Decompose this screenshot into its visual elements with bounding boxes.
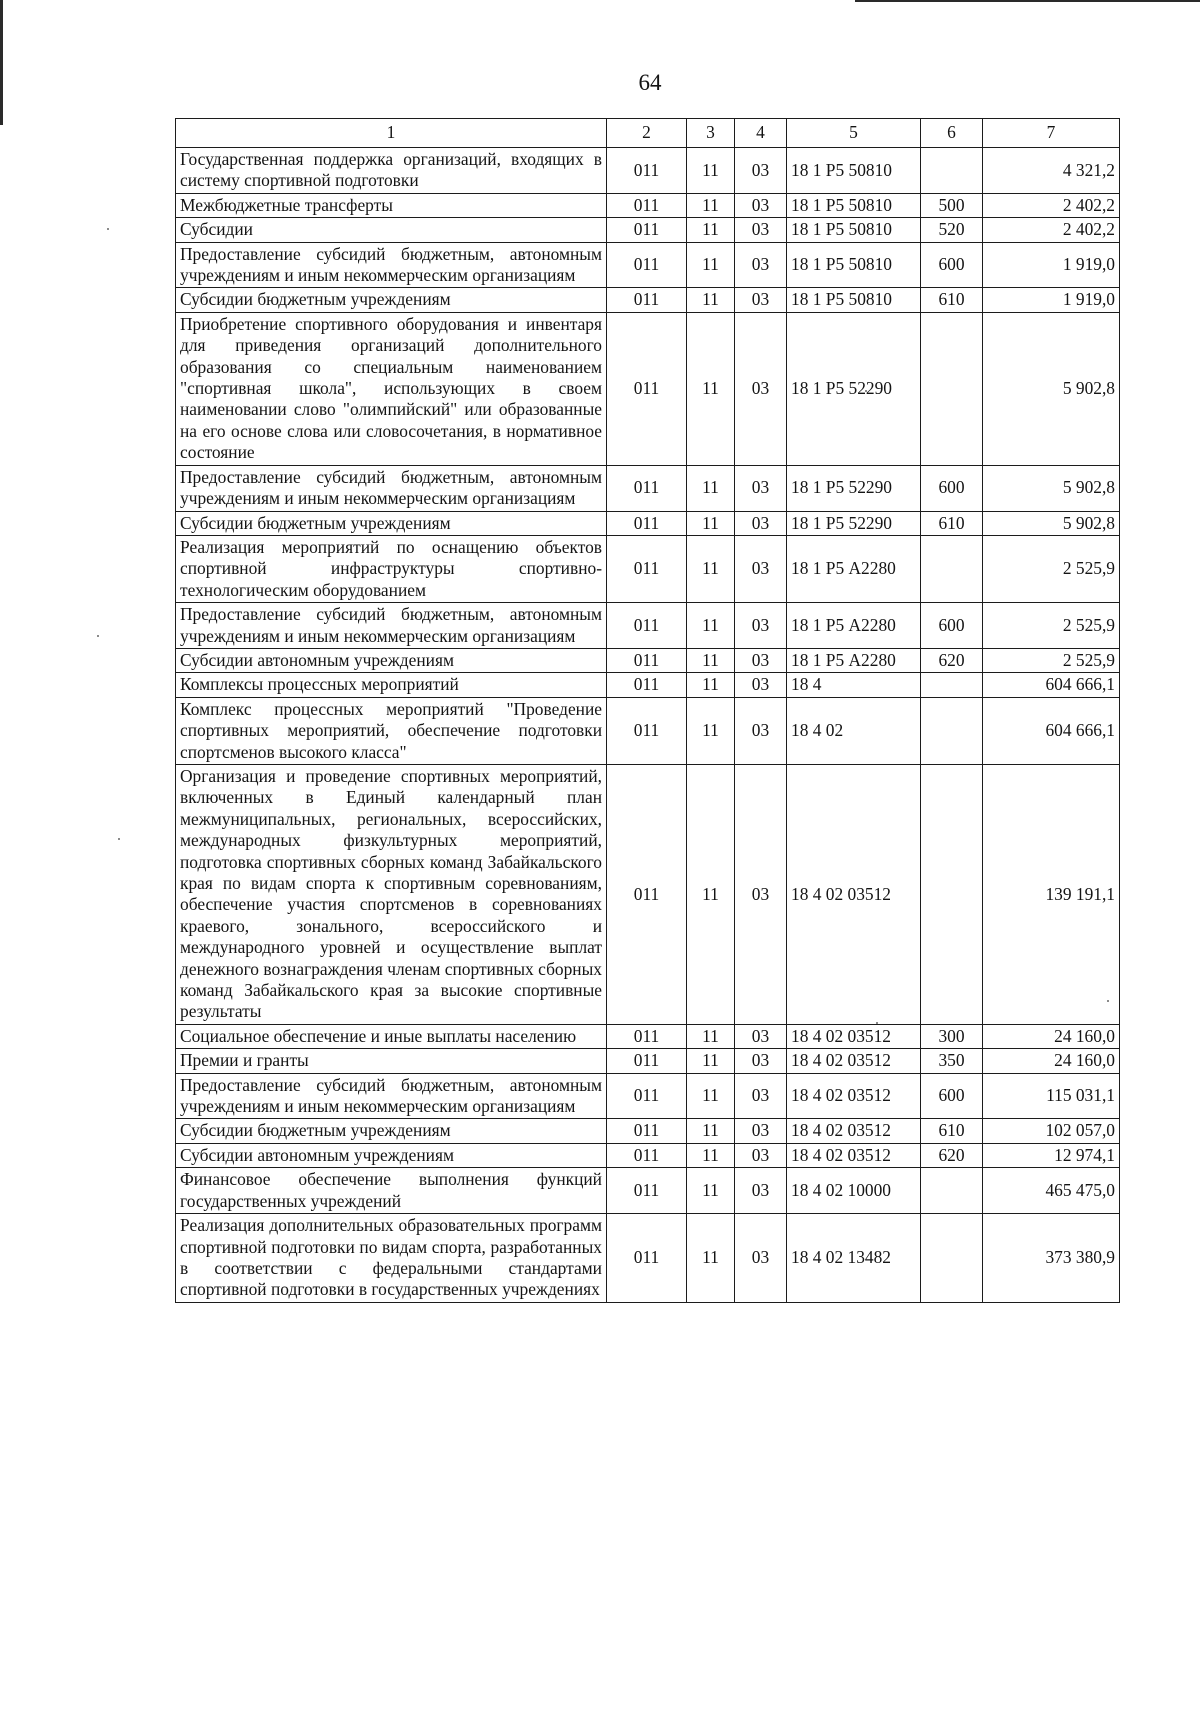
table-row: [176, 1168, 1120, 1214]
cell-subsection: 03: [735, 1073, 787, 1119]
cell-ministry-code: 011: [607, 511, 687, 535]
cell-expense-type: 350: [921, 1049, 983, 1073]
cell-ministry-code: 011: [607, 1214, 687, 1303]
cell-subsection: 03: [735, 1049, 787, 1073]
cell-amount: 2 525,9: [983, 648, 1120, 672]
cell-section: 11: [687, 1073, 735, 1119]
cell-target-article: 18 4 02 13482: [787, 1214, 921, 1303]
table-row: [176, 193, 1120, 217]
cell-ministry-code: 011: [607, 1168, 687, 1214]
cell-subsection: 03: [735, 465, 787, 511]
row-name: Организация и проведение спортивных мероприятий, включенных в Единый календарный план межмуниципальных, региональных, всероссийских, международных физкультурных мероприятий, подготовка спортивных сборных команд Забайкальского края по видам спорта к спортивным соревнованиям, обеспечение участия спортсменов в соревнованиях краевого, зонального, всероссийского и международного уровней и осуществление выплат денежного вознаграждения членам спортивных сборных команд Забайкальского края за высокие спортивные результаты: [176, 764, 607, 1024]
cell-amount: 2 525,9: [983, 535, 1120, 602]
cell-ministry-code: 011: [607, 465, 687, 511]
cell-subsection: 03: [735, 1168, 787, 1214]
cell-amount: 102 057,0: [983, 1119, 1120, 1143]
col-header-3: 3: [687, 119, 735, 148]
table-row: [176, 218, 1120, 242]
scan-speck: [107, 228, 109, 230]
cell-subsection: 03: [735, 535, 787, 602]
row-name: Предоставление субсидий бюджетным, автономным учреждениям и иным некоммерческим организациям: [176, 1073, 607, 1119]
cell-ministry-code: 011: [607, 193, 687, 217]
cell-target-article: 18 4 02 03512: [787, 1073, 921, 1119]
cell-amount: 24 160,0: [983, 1049, 1120, 1073]
cell-amount: 1 919,0: [983, 242, 1120, 288]
cell-expense-type: 620: [921, 648, 983, 672]
cell-subsection: 03: [735, 764, 787, 1024]
row-name: Предоставление субсидий бюджетным, автономным учреждениям и иным некоммерческим организациям: [176, 603, 607, 649]
cell-section: 11: [687, 648, 735, 672]
cell-expense-type: 600: [921, 1073, 983, 1119]
cell-expense-type: 610: [921, 288, 983, 312]
cell-target-article: 18 1 Р5 50810: [787, 242, 921, 288]
cell-ministry-code: 011: [607, 288, 687, 312]
cell-expense-type: [921, 535, 983, 602]
cell-ministry-code: 011: [607, 1024, 687, 1048]
cell-amount: 24 160,0: [983, 1024, 1120, 1048]
cell-amount: 604 666,1: [983, 697, 1120, 764]
row-name: Субсидии автономным учреждениям: [176, 648, 607, 672]
cell-section: 11: [687, 312, 735, 465]
cell-amount: 115 031,1: [983, 1073, 1120, 1119]
table-row: [176, 242, 1120, 288]
cell-amount: 2 402,2: [983, 193, 1120, 217]
cell-target-article: 18 1 Р5 А2280: [787, 603, 921, 649]
cell-expense-type: 300: [921, 1024, 983, 1048]
cell-subsection: 03: [735, 1143, 787, 1167]
cell-ministry-code: 011: [607, 697, 687, 764]
table-row: [176, 288, 1120, 312]
cell-section: 11: [687, 673, 735, 697]
cell-section: 11: [687, 148, 735, 194]
cell-amount: 1 919,0: [983, 288, 1120, 312]
cell-subsection: 03: [735, 1119, 787, 1143]
col-header-5: 5: [787, 119, 921, 148]
cell-subsection: 03: [735, 288, 787, 312]
cell-ministry-code: 011: [607, 603, 687, 649]
cell-expense-type: [921, 764, 983, 1024]
col-header-4: 4: [735, 119, 787, 148]
cell-expense-type: 600: [921, 465, 983, 511]
col-header-6: 6: [921, 119, 983, 148]
cell-amount: 373 380,9: [983, 1214, 1120, 1303]
scan-edge-line-left: [0, 0, 3, 125]
cell-amount: 2 525,9: [983, 603, 1120, 649]
table-row: [176, 673, 1120, 697]
cell-amount: 5 902,8: [983, 312, 1120, 465]
cell-target-article: 18 4 02 03512: [787, 1049, 921, 1073]
cell-expense-type: 610: [921, 511, 983, 535]
cell-amount: 4 321,2: [983, 148, 1120, 194]
cell-expense-type: 620: [921, 1143, 983, 1167]
cell-subsection: 03: [735, 697, 787, 764]
cell-target-article: 18 1 Р5 А2280: [787, 535, 921, 602]
cell-section: 11: [687, 193, 735, 217]
cell-expense-type: 520: [921, 218, 983, 242]
budget-table: [175, 118, 1120, 1303]
table-row: [176, 1073, 1120, 1119]
cell-subsection: 03: [735, 1214, 787, 1303]
cell-expense-type: 500: [921, 193, 983, 217]
cell-expense-type: [921, 148, 983, 194]
row-name: Реализация дополнительных образовательных программ спортивной подготовки по видам спорта, разработанных в соответствии с федеральными стандартами спортивной подготовки в государственных учреждениях: [176, 1214, 607, 1303]
cell-section: 11: [687, 218, 735, 242]
table-row: [176, 764, 1120, 1024]
row-name: Государственная поддержка организаций, входящих в систему спортивной подготовки: [176, 148, 607, 194]
cell-section: 11: [687, 1168, 735, 1214]
cell-target-article: 18 1 Р5 50810: [787, 218, 921, 242]
cell-amount: 139 191,1: [983, 764, 1120, 1024]
cell-ministry-code: 011: [607, 535, 687, 602]
cell-target-article: 18 1 Р5 50810: [787, 288, 921, 312]
row-name: Финансовое обеспечение выполнения функций государственных учреждений: [176, 1168, 607, 1214]
cell-ministry-code: 011: [607, 764, 687, 1024]
cell-target-article: 18 4 02 03512: [787, 1119, 921, 1143]
table-row: [176, 1024, 1120, 1048]
cell-subsection: 03: [735, 1024, 787, 1048]
cell-amount: 465 475,0: [983, 1168, 1120, 1214]
row-name: Предоставление субсидий бюджетным, автономным учреждениям и иным некоммерческим организациям: [176, 465, 607, 511]
row-name: Предоставление субсидий бюджетным, автономным учреждениям и иным некоммерческим организациям: [176, 242, 607, 288]
cell-subsection: 03: [735, 193, 787, 217]
page-number: 64: [638, 70, 662, 95]
row-name: Субсидии бюджетным учреждениям: [176, 511, 607, 535]
cell-expense-type: 610: [921, 1119, 983, 1143]
cell-section: 11: [687, 764, 735, 1024]
row-name: Субсидии автономным учреждениям: [176, 1143, 607, 1167]
row-name: Социальное обеспечение и иные выплаты населению: [176, 1024, 607, 1048]
cell-ministry-code: 011: [607, 1143, 687, 1167]
scan-speck: [118, 838, 120, 840]
cell-amount: 2 402,2: [983, 218, 1120, 242]
header-row: [176, 119, 1120, 148]
cell-section: 11: [687, 1049, 735, 1073]
cell-subsection: 03: [735, 218, 787, 242]
row-name: Реализация мероприятий по оснащению объектов спортивной инфраструктуры спортивно-технологическим оборудованием: [176, 535, 607, 602]
cell-target-article: 18 4 02: [787, 697, 921, 764]
col-header-1: 1: [176, 119, 607, 148]
cell-target-article: 18 1 Р5 52290: [787, 312, 921, 465]
cell-amount: 12 974,1: [983, 1143, 1120, 1167]
cell-ministry-code: 011: [607, 312, 687, 465]
cell-section: 11: [687, 1143, 735, 1167]
cell-subsection: 03: [735, 312, 787, 465]
cell-ministry-code: 011: [607, 1119, 687, 1143]
table-row: [176, 1119, 1120, 1143]
cell-section: 11: [687, 603, 735, 649]
row-name: Приобретение спортивного оборудования и инвентаря для приведения организаций дополнительного образования со специальным наименованием "спортивная школа", использующих в своем наименовании слово "олимпийский" или образованные на его основе слова или словосочетания, в нормативное состояние: [176, 312, 607, 465]
cell-ministry-code: 011: [607, 242, 687, 288]
cell-section: 11: [687, 288, 735, 312]
cell-subsection: 03: [735, 673, 787, 697]
table-row: [176, 148, 1120, 194]
scan-edge-line-top: [855, 0, 1200, 2]
row-name: Субсидии: [176, 218, 607, 242]
cell-expense-type: [921, 1214, 983, 1303]
scan-speck: [97, 635, 99, 637]
table-row: [176, 1143, 1120, 1167]
cell-target-article: 18 4: [787, 673, 921, 697]
cell-subsection: 03: [735, 603, 787, 649]
cell-ministry-code: 011: [607, 218, 687, 242]
col-header-7: 7: [983, 119, 1120, 148]
table-row: [176, 535, 1120, 602]
cell-section: 11: [687, 242, 735, 288]
table-row: [176, 511, 1120, 535]
cell-expense-type: [921, 1168, 983, 1214]
cell-ministry-code: 011: [607, 1073, 687, 1119]
cell-amount: 604 666,1: [983, 673, 1120, 697]
cell-section: 11: [687, 465, 735, 511]
cell-subsection: 03: [735, 148, 787, 194]
cell-target-article: 18 1 Р5 52290: [787, 465, 921, 511]
col-header-2: 2: [607, 119, 687, 148]
cell-section: 11: [687, 697, 735, 764]
cell-section: 11: [687, 1214, 735, 1303]
cell-target-article: 18 4 02 03512: [787, 764, 921, 1024]
table-row: [176, 1214, 1120, 1303]
cell-subsection: 03: [735, 242, 787, 288]
table-row: [176, 648, 1120, 672]
row-name: Комплекс процессных мероприятий "Проведение спортивных мероприятий, обеспечение подготовки спортсменов высокого класса": [176, 697, 607, 764]
cell-expense-type: [921, 312, 983, 465]
cell-ministry-code: 011: [607, 1049, 687, 1073]
cell-ministry-code: 011: [607, 648, 687, 672]
cell-subsection: 03: [735, 511, 787, 535]
table-row: [176, 312, 1120, 465]
row-name: Субсидии бюджетным учреждениям: [176, 1119, 607, 1143]
row-name: Комплексы процессных мероприятий: [176, 673, 607, 697]
row-name: Субсидии бюджетным учреждениям: [176, 288, 607, 312]
cell-expense-type: [921, 697, 983, 764]
cell-amount: 5 902,8: [983, 511, 1120, 535]
cell-ministry-code: 011: [607, 148, 687, 194]
cell-target-article: 18 4 02 03512: [787, 1024, 921, 1048]
row-name: Премии и гранты: [176, 1049, 607, 1073]
cell-target-article: 18 1 Р5 50810: [787, 193, 921, 217]
cell-section: 11: [687, 1119, 735, 1143]
cell-expense-type: [921, 673, 983, 697]
row-name: Межбюджетные трансферты: [176, 193, 607, 217]
cell-target-article: 18 1 Р5 А2280: [787, 648, 921, 672]
table-row: [176, 465, 1120, 511]
table-row: [176, 1049, 1120, 1073]
cell-expense-type: 600: [921, 603, 983, 649]
cell-target-article: 18 1 Р5 52290: [787, 511, 921, 535]
cell-section: 11: [687, 1024, 735, 1048]
table-row: [176, 603, 1120, 649]
cell-target-article: 18 4 02 10000: [787, 1168, 921, 1214]
cell-section: 11: [687, 511, 735, 535]
cell-target-article: 18 1 Р5 50810: [787, 148, 921, 194]
cell-section: 11: [687, 535, 735, 602]
cell-expense-type: 600: [921, 242, 983, 288]
cell-amount: 5 902,8: [983, 465, 1120, 511]
table-row: [176, 697, 1120, 764]
cell-ministry-code: 011: [607, 673, 687, 697]
cell-subsection: 03: [735, 648, 787, 672]
cell-target-article: 18 4 02 03512: [787, 1143, 921, 1167]
